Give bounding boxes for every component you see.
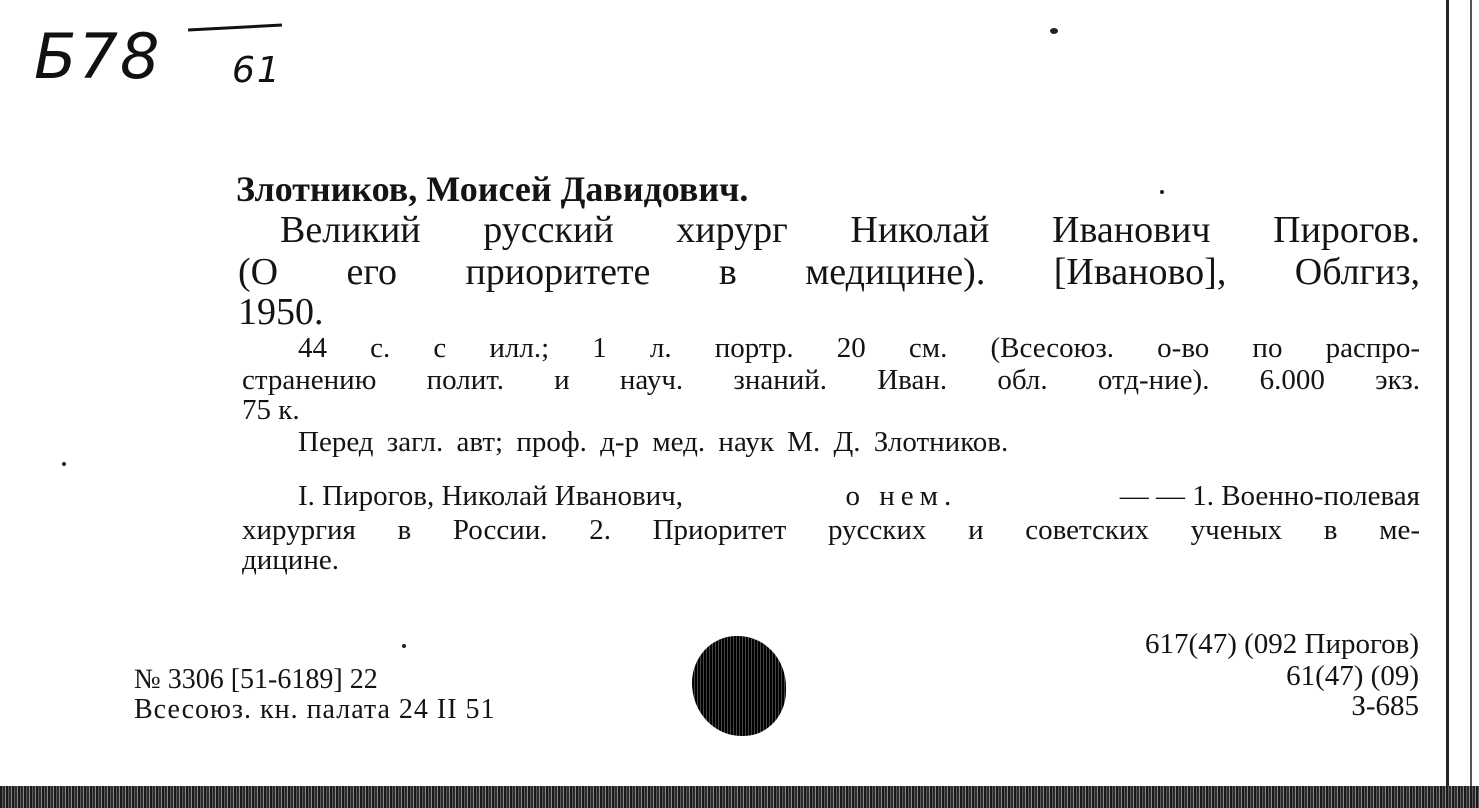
- subject-name: I. Пирогов, Николай Иванович,: [298, 480, 683, 512]
- author-heading: Злотников, Моисей Давидович.: [236, 169, 749, 209]
- collation-line-3: 75 к.: [242, 394, 300, 426]
- speck: [1160, 190, 1164, 194]
- note-line: Перед загл. авт; проф. д-р мед. наук М. Д. Злотников.: [298, 426, 1009, 458]
- book-chamber-date: Всесоюз. кн. палата 24 II 51: [134, 694, 496, 725]
- title-line-2: (О его приоритете в медицине). [Иваново], Облгиз,: [238, 251, 1420, 293]
- collation-line-1: 44 с. с илл.; 1 л. портр. 20 см. (Всесоюз. о-во по распро-: [298, 332, 1420, 364]
- subject-about: о нем.: [845, 480, 958, 512]
- subjects-line-3: дицине.: [242, 544, 339, 576]
- handwritten-shelf-mark-sub: 61: [232, 50, 282, 91]
- card-right-edge-shadow: [1470, 0, 1472, 808]
- speck: [402, 644, 406, 648]
- handwritten-shelf-mark: Б78: [34, 20, 162, 93]
- classification-line-3: З-685: [1351, 690, 1419, 722]
- subject-topic: — — 1. Военно-полевая: [1119, 480, 1420, 512]
- subjects-line-2: хирургия в России. 2. Приоритет русских и советских ученых в ме-: [242, 514, 1420, 546]
- speck: [62, 462, 66, 466]
- ink-stamp-blot: [692, 636, 786, 736]
- shelf-mark-overline: [188, 24, 282, 32]
- speck: [1050, 28, 1058, 34]
- title-line-3: 1950.: [238, 291, 324, 333]
- classification-line-2: 61(47) (09): [1286, 660, 1419, 692]
- collation-line-2: странению полит. и науч. знаний. Иван. обл. отд-ние). 6.000 экз.: [242, 364, 1420, 396]
- card-bottom-edge: [0, 786, 1479, 808]
- card-right-edge: [1446, 0, 1449, 808]
- registration-number: № 3306 [51-6189] 22: [134, 664, 378, 695]
- subjects-line-1: [298, 480, 1420, 513]
- classification-line-1: 617(47) (092 Пирогов): [1145, 628, 1419, 660]
- title-line-1: Великий русский хирург Николай Иванович Пирогов.: [280, 209, 1420, 251]
